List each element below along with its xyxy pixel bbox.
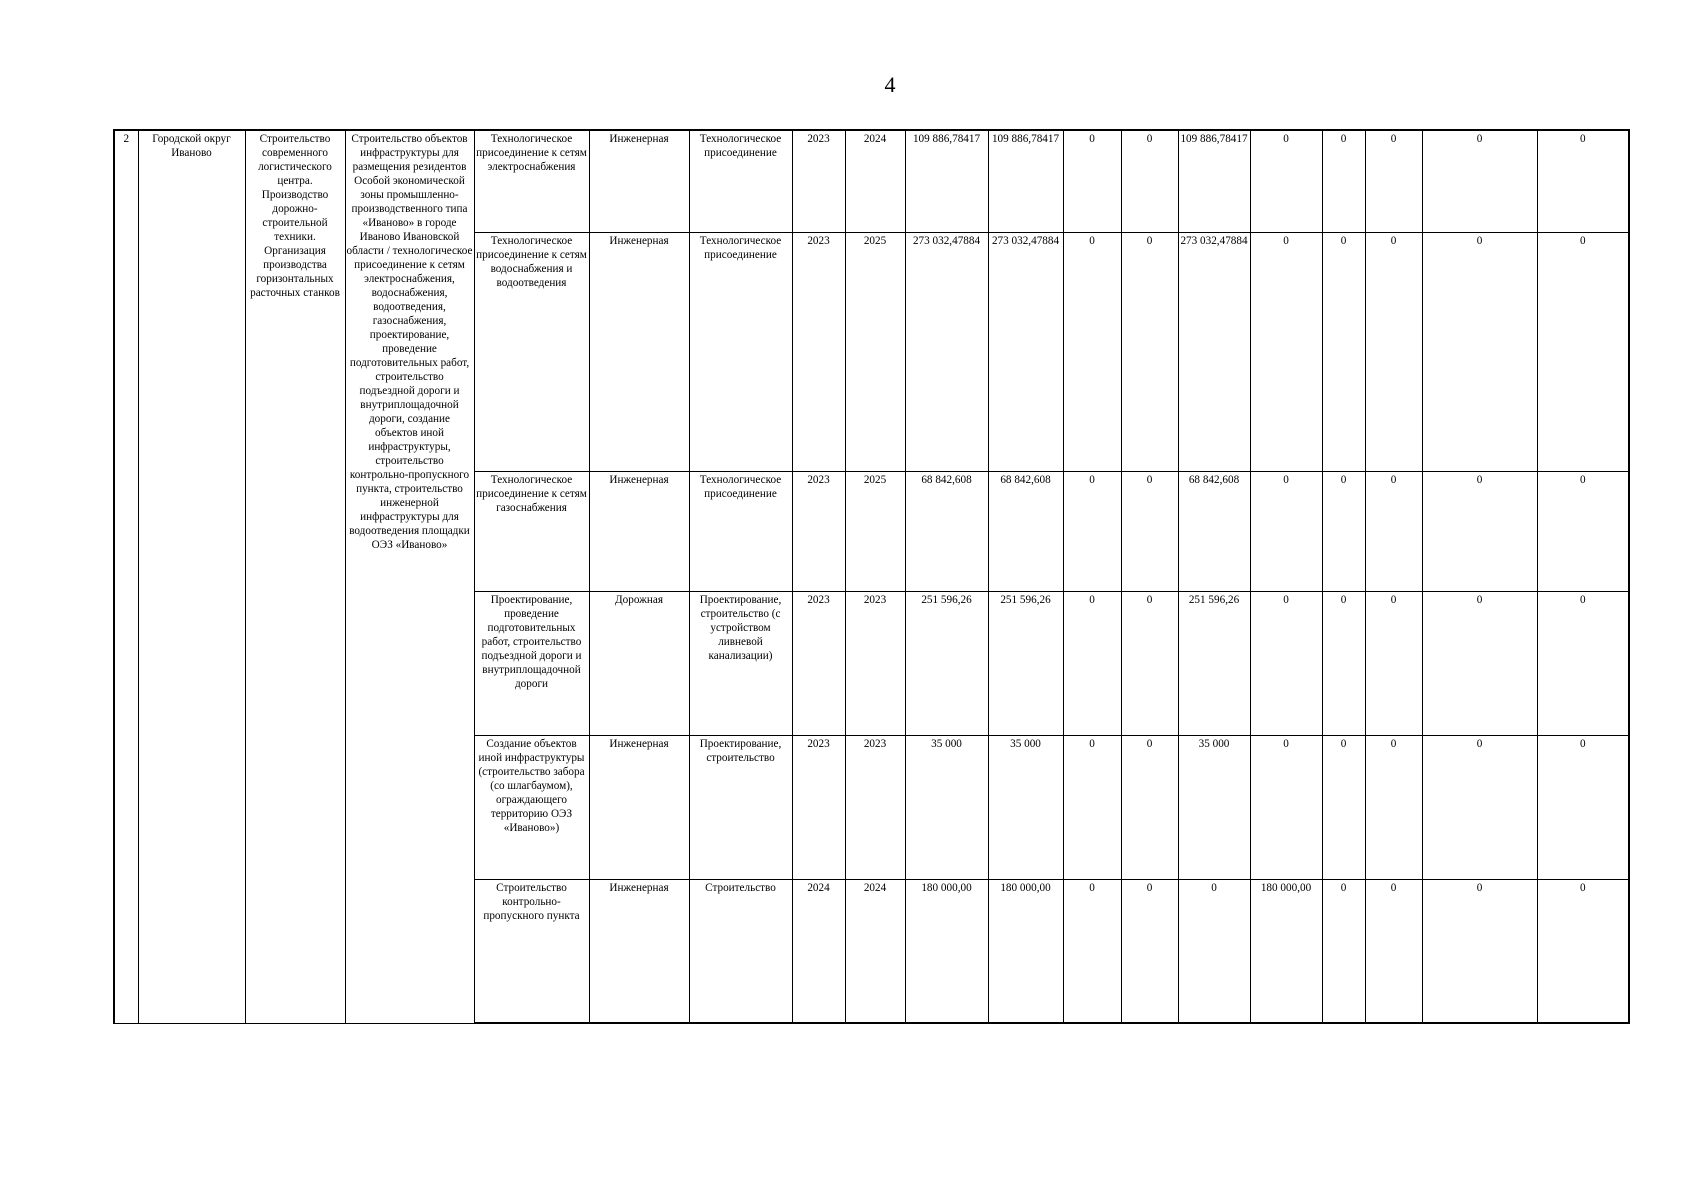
amount-cell: 0 <box>1537 591 1629 735</box>
amount-cell: 0 <box>1063 735 1121 879</box>
end-year-cell: 2023 <box>845 735 905 879</box>
amount-cell: 0 <box>1063 232 1121 471</box>
start-year-cell: 2023 <box>792 591 845 735</box>
amount-cell: 273 032,47884 <box>905 232 988 471</box>
amount-cell: 0 <box>1121 879 1178 1023</box>
amount-cell: 273 032,47884 <box>1178 232 1250 471</box>
start-year-cell: 2023 <box>792 232 845 471</box>
amount-cell: 68 842,608 <box>988 471 1063 591</box>
amount-cell: 0 <box>1250 232 1322 471</box>
work-cell: Технологическое присоединение <box>689 232 792 471</box>
amount-cell: 0 <box>1063 591 1121 735</box>
work-cell: Проектирование, строительство <box>689 735 792 879</box>
amount-cell: 0 <box>1063 130 1121 232</box>
type-cell: Инженерная <box>589 232 689 471</box>
work-cell: Строительство <box>689 879 792 1023</box>
municipality-cell: Городской округ Иваново <box>138 130 245 1023</box>
table-row <box>114 130 1629 232</box>
amount-cell: 0 <box>1537 735 1629 879</box>
work-cell: Технологическое присоединение <box>689 471 792 591</box>
amount-cell: 109 886,78417 <box>905 130 988 232</box>
amount-cell: 0 <box>1365 232 1422 471</box>
amount-cell: 0 <box>1063 879 1121 1023</box>
page-number: 4 <box>884 72 896 97</box>
amount-cell: 0 <box>1121 591 1178 735</box>
start-year-cell: 2023 <box>792 130 845 232</box>
amount-cell: 0 <box>1365 591 1422 735</box>
amount-cell: 180 000,00 <box>988 879 1063 1023</box>
event-cell: Создание объектов иной инфраструктуры (строительство забора (со шлагбаумом), ограждающего территорию ОЭЗ «Иваново») <box>474 735 589 879</box>
amount-cell: 0 <box>1537 879 1629 1023</box>
amount-cell: 0 <box>1322 130 1365 232</box>
event-cell: Технологическое присоединение к сетям водоснабжения и водоотведения <box>474 232 589 471</box>
end-year-cell: 2024 <box>845 130 905 232</box>
amount-cell: 0 <box>1121 232 1178 471</box>
amount-cell: 0 <box>1121 130 1178 232</box>
type-cell: Инженерная <box>589 130 689 232</box>
start-year-cell: 2024 <box>792 879 845 1023</box>
amount-cell: 68 842,608 <box>1178 471 1250 591</box>
amount-cell: 0 <box>1322 735 1365 879</box>
amount-cell: 68 842,608 <box>905 471 988 591</box>
row-number: 2 <box>114 130 138 1023</box>
event-cell: Строительство контрольно-пропускного пункта <box>474 879 589 1023</box>
amount-cell: 0 <box>1365 130 1422 232</box>
amount-cell: 251 596,26 <box>988 591 1063 735</box>
start-year-cell: 2023 <box>792 735 845 879</box>
end-year-cell: 2025 <box>845 232 905 471</box>
amount-cell: 180 000,00 <box>905 879 988 1023</box>
amount-cell: 0 <box>1422 130 1537 232</box>
event-cell: Проектирование, проведение подготовительных работ, строительство подъездной дороги и внутриплощадочной дороги <box>474 591 589 735</box>
amount-cell: 0 <box>1422 735 1537 879</box>
amount-cell: 0 <box>1121 735 1178 879</box>
amount-cell: 35 000 <box>1178 735 1250 879</box>
amount-cell: 0 <box>1365 735 1422 879</box>
amount-cell: 0 <box>1250 735 1322 879</box>
amount-cell: 0 <box>1322 232 1365 471</box>
type-cell: Инженерная <box>589 735 689 879</box>
amount-cell: 0 <box>1422 471 1537 591</box>
amount-cell: 0 <box>1250 130 1322 232</box>
amount-cell: 35 000 <box>988 735 1063 879</box>
amount-cell: 0 <box>1537 232 1629 471</box>
amount-cell: 0 <box>1322 591 1365 735</box>
amount-cell: 35 000 <box>905 735 988 879</box>
amount-cell: 109 886,78417 <box>988 130 1063 232</box>
amount-cell: 0 <box>1422 879 1537 1023</box>
amount-cell: 0 <box>1063 471 1121 591</box>
type-cell: Дорожная <box>589 591 689 735</box>
amount-cell: 0 <box>1537 130 1629 232</box>
event-cell: Технологическое присоединение к сетям газоснабжения <box>474 471 589 591</box>
amount-cell: 0 <box>1537 471 1629 591</box>
amount-cell: 180 000,00 <box>1250 879 1322 1023</box>
end-year-cell: 2025 <box>845 471 905 591</box>
amount-cell: 109 886,78417 <box>1178 130 1250 232</box>
type-cell: Инженерная <box>589 879 689 1023</box>
project-cell: Строительство современного логистического центра. Производство дорожно-строительной техники. Организация производства горизонтальных расточных станков <box>245 130 345 1023</box>
type-cell: Инженерная <box>589 471 689 591</box>
work-cell: Технологическое присоединение <box>689 130 792 232</box>
amount-cell: 0 <box>1322 879 1365 1023</box>
event-cell: Технологическое присоединение к сетям электроснабжения <box>474 130 589 232</box>
object-cell: Строительство объектов инфраструктуры для размещения резидентов Особой экономической зоны промышленно-производственного типа «Иваново» в городе Иваново Ивановской области / технологическое присоединение к сетям электроснабжения, водоснабжения, водоотведения, газоснабжения, проектирование, проведение подготовительных работ, строительство подъездной дороги и внутриплощадочной дороги, создание объектов иной инфраструктуры, строительство контрольно-пропускного пункта, строительство инженерной инфраструктуры для водоотведения площадки ОЭЗ «Иваново» <box>345 130 474 1023</box>
work-cell: Проектирование, строительство (с устройством ливневой канализации) <box>689 591 792 735</box>
end-year-cell: 2023 <box>845 591 905 735</box>
amount-cell: 273 032,47884 <box>988 232 1063 471</box>
amount-cell: 251 596,26 <box>1178 591 1250 735</box>
data-table <box>113 129 1630 1024</box>
amount-cell: 0 <box>1121 471 1178 591</box>
start-year-cell: 2023 <box>792 471 845 591</box>
end-year-cell: 2024 <box>845 879 905 1023</box>
amount-cell: 0 <box>1322 471 1365 591</box>
amount-cell: 0 <box>1178 879 1250 1023</box>
amount-cell: 0 <box>1365 879 1422 1023</box>
amount-cell: 251 596,26 <box>905 591 988 735</box>
amount-cell: 0 <box>1422 591 1537 735</box>
amount-cell: 0 <box>1365 471 1422 591</box>
amount-cell: 0 <box>1422 232 1537 471</box>
amount-cell: 0 <box>1250 591 1322 735</box>
amount-cell: 0 <box>1250 471 1322 591</box>
